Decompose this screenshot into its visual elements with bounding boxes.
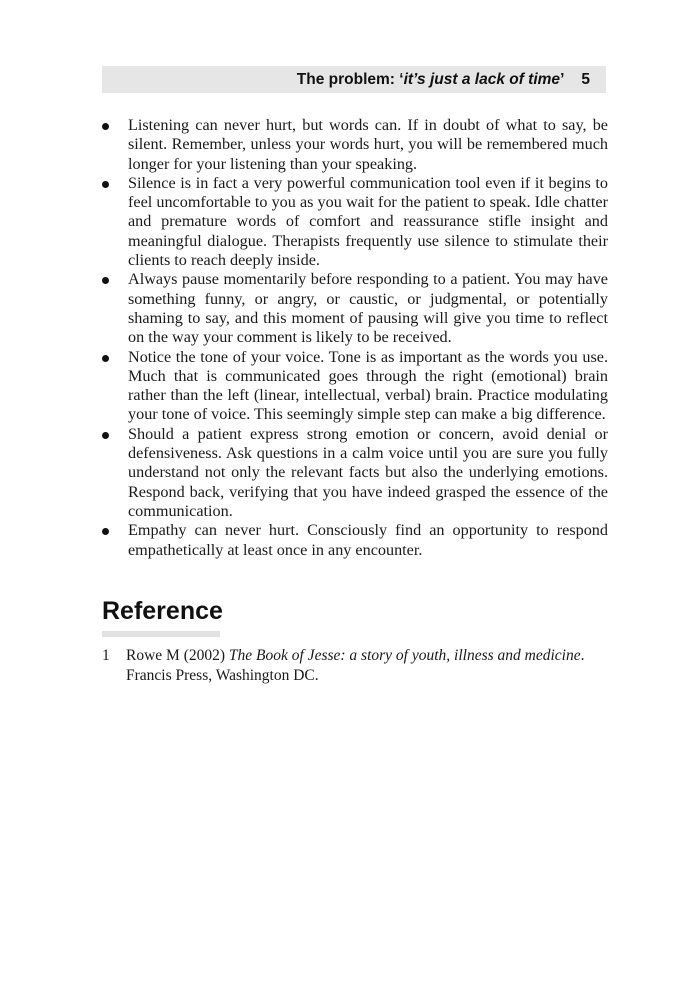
reference-item bbox=[102, 646, 608, 685]
running-header-title-italic: it’s just a lack of time bbox=[403, 70, 561, 88]
bullet-dot-icon bbox=[102, 528, 109, 535]
bullet-text: Always pause momentarily before responding to a patient. You may have something funny, or angry, or caustic, or judgmental, or potentially shaming to say, and this moment of pausing will give you time to reflect on the way your comment is likely to be received. bbox=[128, 270, 608, 347]
bullet-text: Listening can never hurt, but words can. If in doubt of what to say, be silent. Remember, unless your words hurt, you will be remembered much longer for your listening than your speaking. bbox=[128, 116, 608, 173]
bullet-item bbox=[102, 348, 608, 425]
reference-authors: Rowe M (2002) bbox=[126, 647, 229, 664]
running-header bbox=[102, 66, 606, 93]
reference-publisher: . Francis Press, Washington DC. bbox=[126, 647, 585, 684]
bullet-item bbox=[102, 521, 608, 560]
reference-title: The Book of Jesse: a story of youth, illness and medicine bbox=[228, 647, 581, 664]
bullet-list bbox=[102, 116, 608, 560]
page-number: 5 bbox=[581, 70, 590, 88]
bullet-dot-icon bbox=[102, 277, 109, 284]
bullet-dot-icon bbox=[102, 181, 109, 188]
bullet-dot-icon bbox=[102, 355, 109, 362]
bullet-text: Notice the tone of your voice. Tone is as important as the words you use. Much that is communicated goes through the right (emotional) brain rather than the left (linear, intellectual, verbal) brain. Practice modulating your tone of voice. This seemingly simple step can make a big difference. bbox=[128, 347, 608, 424]
reference-heading: Reference bbox=[102, 597, 223, 625]
reference-list bbox=[102, 646, 608, 685]
bullet-item bbox=[102, 174, 608, 270]
bullet-text: Empathy can never hurt. Consciously find an opportunity to respond empathetically at least once in any encounter. bbox=[128, 521, 608, 559]
bullet-item bbox=[102, 425, 608, 521]
bullet-dot-icon bbox=[102, 432, 109, 439]
bullet-item bbox=[102, 270, 608, 347]
bullet-dot-icon bbox=[102, 123, 109, 130]
reference-heading-underline bbox=[102, 631, 220, 637]
bullet-text: Should a patient express strong emotion or concern, avoid denial or defensiveness. Ask questions in a calm voice until you are sure you fully understand not only the relevant facts but also the underlying emotions. Respond back, verifying that you have indeed grasped the essence of the communication. bbox=[128, 424, 608, 520]
bullet-item bbox=[102, 116, 608, 174]
running-header-title: The problem: ‘it’s just a lack of time’ bbox=[296, 70, 565, 88]
reference-number: 1 bbox=[102, 647, 110, 664]
bullet-text: Silence is in fact a very powerful communication tool even if it begins to feel uncomfortable to you as you wait for the patient to speak. Idle chatter and premature words of comfort and reassurance stifle insight and meaningful dialogue. Therapists frequently use silence to stimulate their clients to reach deeply inside. bbox=[128, 173, 608, 270]
